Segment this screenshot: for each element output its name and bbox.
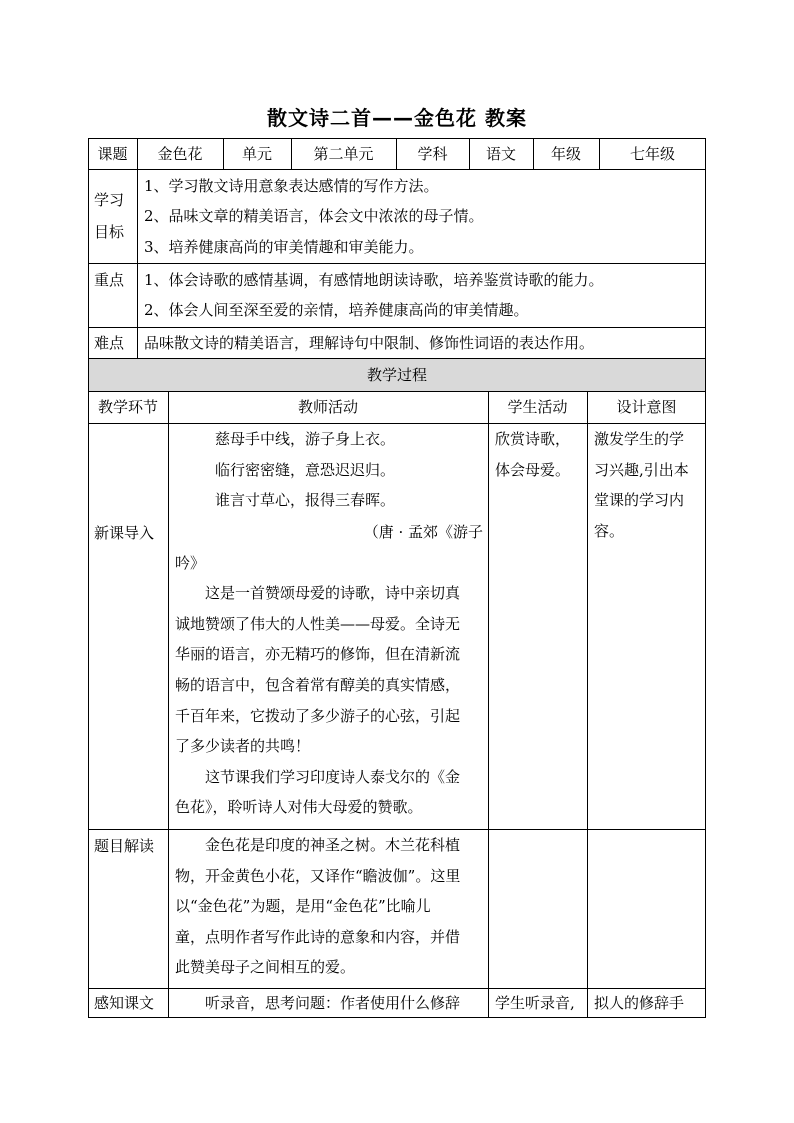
lesson-value: 金色花	[157, 145, 203, 163]
subject-value: 语文	[485, 145, 516, 163]
col-divider	[488, 391, 489, 1018]
student-activity: 学生听录音,	[495, 994, 575, 1012]
text-line: 体会母爱。	[495, 460, 571, 479]
text-line: 激发学生的学	[594, 430, 685, 448]
goal-item: 1、学习散文诗用意象表达感情的写作方法。	[144, 177, 439, 195]
row-divider	[88, 263, 706, 264]
grade-value: 七年级	[629, 145, 675, 163]
goals-label-line2: 目标	[94, 223, 125, 241]
unit-value: 第二单元	[313, 145, 374, 163]
teacher-activity: 听录音，思考问题：作者使用什么修辞	[205, 994, 461, 1012]
key-points-label: 重点	[94, 271, 125, 289]
text-line: 以“金色花”为题，是用“金色花”比喻儿	[175, 897, 431, 916]
text-line: 这是一首赞颂母爱的诗歌，诗中亲切真	[205, 584, 461, 603]
subject-label: 学科	[417, 145, 448, 163]
stage-label: 感知课文	[94, 994, 155, 1012]
teacher-activity-intro	[175, 517, 483, 823]
student-activity	[495, 424, 570, 485]
text-line: 金色花是印度的神圣之树。木兰花科植	[205, 836, 461, 854]
text-line: 堂课的学习内	[594, 491, 685, 510]
key-point-item: 1、体会诗歌的感情基调，有感情地朗读诗歌，培养鉴赏诗歌的能力。	[144, 271, 604, 289]
text-line: 此赞美母子之间相互的爱。	[175, 958, 356, 977]
goal-item: 3、培养健康高尚的审美情趣和审美能力。	[144, 238, 424, 256]
text-line: 容。	[594, 521, 625, 540]
unit-label: 单元	[241, 145, 272, 163]
poem-line: 慈母手中线，游子身上衣。	[215, 430, 396, 448]
row-divider	[88, 988, 706, 989]
grade-label: 年级	[550, 145, 581, 163]
stage-label: 题目解读	[94, 837, 155, 855]
col-divider	[587, 391, 588, 1018]
stage-label: 新课导入	[94, 524, 155, 542]
lesson-label: 课题	[97, 145, 128, 163]
process-heading: 教学过程	[366, 366, 427, 384]
goals-label-line1: 学习	[94, 191, 125, 209]
design-intent: 拟人的修辞手	[594, 994, 685, 1012]
poem-attribution: 吟》	[175, 553, 206, 572]
column-header-teacher: 教师活动	[297, 398, 358, 416]
column-header-stage: 教学环节	[97, 398, 158, 416]
text-line: 色花》，聆听诗人对伟大母爱的赞歌。	[175, 798, 423, 817]
poem-block	[215, 424, 395, 516]
difficulty-label: 难点	[94, 334, 125, 352]
poem-attribution: （唐 · 孟郊《游子	[363, 523, 483, 541]
text-line: 欣赏诗歌，	[495, 430, 571, 448]
page-title: 散文诗二首——金色花 教案	[267, 106, 527, 130]
teacher-activity	[175, 830, 483, 983]
text-line: 了多少读者的共鸣！	[175, 737, 311, 756]
difficulty-text: 品味散文诗的精美语言，理解诗句中限制、修饰性词语的表达作用。	[144, 334, 595, 352]
poem-line: 谁言寸草心，报得三春晖。	[215, 491, 396, 510]
column-header-intent: 设计意图	[616, 398, 677, 416]
text-line: 千百年来，它拨动了多少游子的心弦，引起	[175, 706, 461, 725]
goal-item: 2、品味文章的精美语言，体会文中浓浓的母子情。	[144, 207, 484, 225]
text-line: 童，点明作者写作此诗的意象和内容，并借	[175, 927, 461, 946]
text-line: 诚地赞颂了伟大的人性美——母爱。全诗无	[175, 614, 461, 633]
row-divider	[88, 391, 706, 392]
row-divider	[88, 169, 706, 170]
text-line: 这节课我们学习印度诗人泰戈尔的《金	[205, 767, 461, 786]
text-line: 华丽的语言，亦无精巧的修饰，但在清新流	[175, 645, 461, 664]
design-intent	[594, 424, 689, 546]
text-line: 物，开金黄色小花，又译作“瞻波伽”。这里	[175, 866, 461, 885]
row-divider	[88, 327, 706, 328]
text-line: 畅的语言中，包含着常有醇美的真实情感，	[175, 675, 461, 694]
poem-line: 临行密密缝，意恐迟迟归。	[215, 460, 396, 479]
col-divider	[168, 391, 169, 1018]
key-point-item: 2、体会人间至深至爱的亲情，培养健康高尚的审美情趣。	[144, 301, 529, 319]
text-line: 习兴趣,引出本	[594, 460, 689, 479]
col-divider	[137, 169, 138, 358]
column-header-student: 学生活动	[507, 398, 568, 416]
